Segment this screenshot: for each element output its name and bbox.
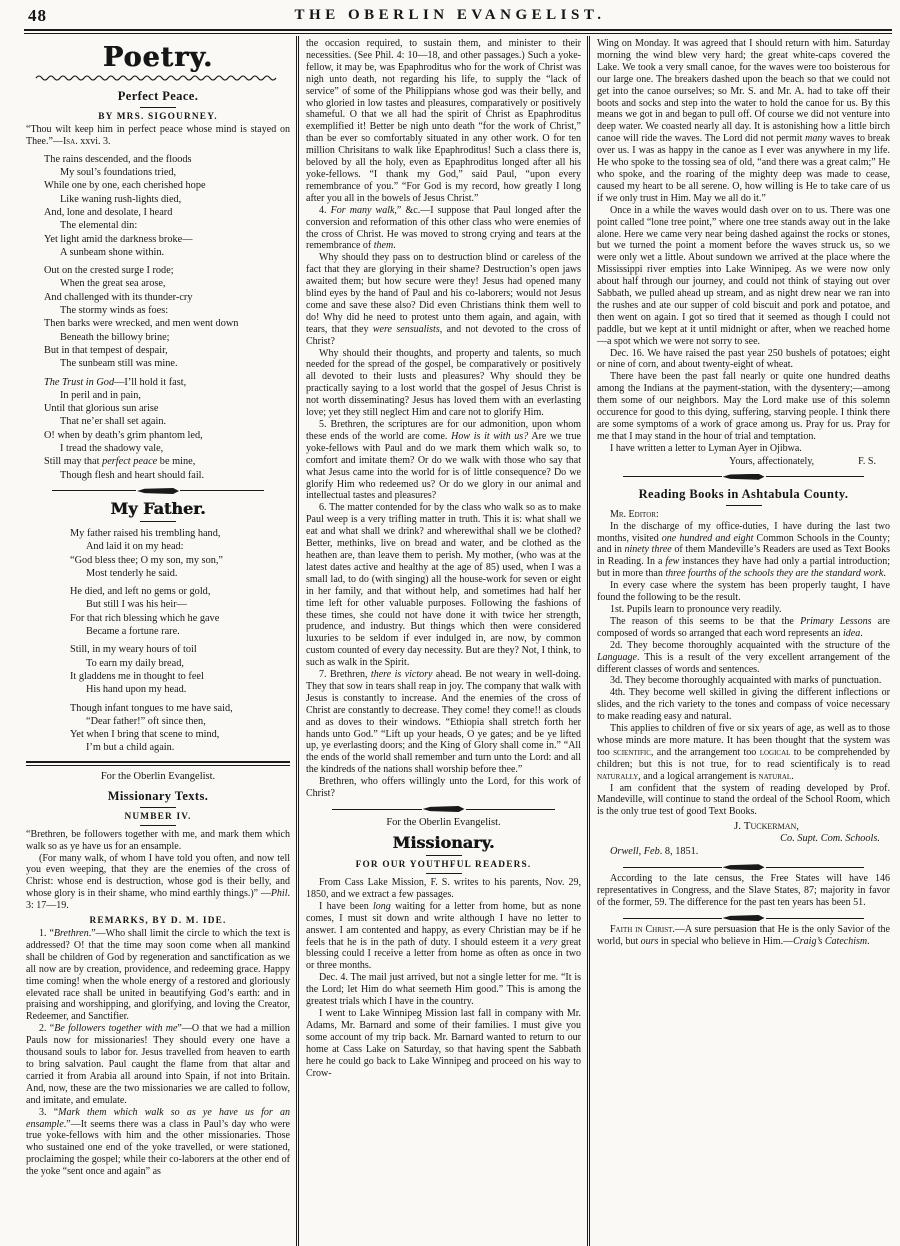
poem-line: And challenged with its thunder-cry [44,291,193,303]
poem-line: Until that glorious sun arise [44,403,159,415]
signature-line [597,456,890,468]
arrow-divider [52,488,264,494]
poem-stanza [44,264,290,370]
paragraph: Faith in Christ.—A sure persuasion that He is the only Savior of the world, but ours in special who believe in Him.—Craig’s Catechism. [597,924,890,947]
poem-line: In peril and in pain, [60,389,141,401]
poem-line: The sunbeam still was mine. [60,358,178,370]
page-header [0,0,900,26]
divider-diamond-icon [723,864,765,870]
dedication-line: For the Oberlin Evangelist. [100,770,216,782]
dedication-line: For the Oberlin Evangelist. [386,817,501,828]
divider-diamond-icon [723,915,765,921]
divider-diamond-icon [723,474,765,480]
article-title: Missionary Texts. [107,788,209,803]
paragraph: 6. The matter contended for by the class who walk so as to make Paul weep is a very trifling matter in truth. This it is: what shall we eat and what shall we drink? and wherewithal shall we be clothed? Better, methinks, live on bread and water, and be clothed as the heathen are, than leave them to perish. My mother, (who was at the latest dates active and healthy at the age of 85) used, when I was a small lad, to do (with singing) all the house-work for seven or eight in her family, and that without help, and sometimes had half her time left for other valuable purposes. Following the fashions of these times, she could not have done it with twice her strength, prudence, and industry. But things which then were considered luxuries to be seldom if ever indulged in, are now, by common custom counted of every day necessity. But are they? Not, I think, to such as walk in the Spirit. [306,502,581,669]
arrow-divider [623,864,864,870]
poem-line: It gladdens me in thought to feel [70,670,204,682]
poem-line: The stormy winds as foes: [60,305,169,317]
paragraph: I am confident that the system of reading developed by Prof. Mandeville, will continue to stand the ordeal of the School Room, which is the only true test of good Text Books. [597,782,890,818]
arrow-divider [623,474,864,480]
poem-line: “God bless thee; O my son, my son,” [70,554,224,566]
paragraph-continuation: “Brethren, be followers together with me, and mark them which walk so as ye have us for an ensample. [26,828,290,852]
poem-line: When the great sea arose, [60,278,166,290]
signature-name: J. Tuckerman, [733,820,800,833]
poem-line: I’m but a child again. [86,742,175,754]
paragraph: Brethren, who offers willingly unto the Lord, for this work of Christ? [306,776,581,800]
paragraph: In every case where the system has been properly taught, I have found the following to be the result. [597,580,890,604]
paragraph: Once in a while the waves would dash over on to us. There was one point called “lone tree point,” where one tree stands away out in the lake alone. Here we came very near being dashed against the rocks or stones, but we turned the point a moment before the waves struck us, so we were only wet a little. About sundown we arrived at the place where the Mississippi river empties into Lake Winnipeg. As we were now only about half through our journey, and could not think of staying out over Sabbath, we pulled ahead up stream, and as night drew near we ran into the rushes and ate our supper of cold biscuit and pork and potatoe, and then went on again. I got so tired that it seemed as though I could not paddle, but we kept at it until midnight or after, when we reached home—a spot which we were not sorry to see. [597,204,890,347]
paragraph: I went to Lake Winnipeg Mission last fall in company with Mr. Adams, Mr. Barnard and some of their families. I must give you some account of my trip back. Mr. Barnard wanted to return to our home at Cass Lake on Saturday, so that having spent the Sabbath here he could go back to Lake Winnipeg and proceed on his way to Crow- [306,1007,581,1079]
paragraph: Dec. 16. We have raised the past year 250 bushels of potatoes; eight or nine of corn, and about twenty-eight of wheat. [597,347,890,371]
poem-line: O! when by death’s grim phantom led, [44,429,203,441]
paragraph-continuation: “Thou wilt keep him in perfect peace whose mind is stayed on Thee.”—Isa. xxvi. 3. [26,124,290,147]
paragraph: 1st. Pupils learn to pronounce very readily. [610,603,782,615]
paragraph-continuation: the occasion required, to sustain them, and minister to their necessities. (See Phil. 4: 10—18, and other passages.) Such a yoke-fellow, it may be, was Epaphroditus who for the work of Christ was nigh unto death, not regarding his life, to supply the “lack of service” of some of the Philippians whose god was their belly, and who gloried in low tastes and pleasures, comparatively or positively shameful. O that we all had the spirit of Christ as Epaphroditus exemplified it! Better be nigh unto death “for the work of Christ,” than be ever so comfortably situated in any other work. O for ten million Chrisitans to walk like Epaphroditus! Such a class there is, beloved by all the holy, even as Epaphroditus longed after all his yoke-fellows. “I thank my God,” said Paul, “upon every remembrance of you.” “For God is my record, how greatly I long after you all in the bowels of Jesus Christ.” [306,38,581,204]
article-title: Perfect Peace. [117,89,199,103]
poem-line: To earn my daily bread, [86,657,184,669]
poem-line: Though infant tongues to me have said, [70,702,233,714]
poem-stanza [44,153,290,259]
poem-line: That ne’er shall set again. [60,416,167,428]
poem-line: But in that tempest of despair, [44,344,168,356]
short-rule [140,825,176,826]
poem-line: Though flesh and heart should fail. [60,469,205,481]
paragraph: 1. “Brethren.”—Who shall limit the circle to which the text is addressed? O! that the time may soon come when all mankind shall be children of God by regeneration and sanctification as we all now are by creation, providence, and redeeming grace. Happy time coming! when the whole energy of a restored and gloriously elevated race shall be united in beautifying God’s earth: and in praising and worshipping, and glorifying, and loving the Creator, Redeemer, and Sanctifier. [26,928,290,1023]
article-title: Reading Books in Ashtabula County. [638,486,849,501]
poem-line: He died, and left no gems or gold, [70,586,211,598]
poem-line: My father raised his trembling hand, [70,527,221,539]
wavy-rule [26,74,290,82]
double-rule [26,761,290,766]
paragraph: (For many walk, of whom I have told you often, and now tell you even weeping, that they are the enemies of the cross of Christ: whose end is destruction, whose god is their belly, and whose glory is in their shame, who mind earthly things.)” —Phil. 3: 17—19. [26,852,290,912]
paragraph: 3d. They become thoroughly acquainted with marks of punctuation. [610,675,882,687]
divider-diamond-icon [137,488,179,494]
column-left [24,36,296,1246]
poem-line: Yet light amid the darkness broke— [44,233,193,245]
paragraph: 7. Brethren, there is victory ahead. Be not weary in well-doing. They that sow in tears shall reap in joy. The company that walk with Jesus is constantly to increase. And the enemies of the cross of Christ are constantly to decrease. They come! they come!! as clouds and as doves to their windows. “Ethiopia shall stretch forth her hands unto God.” “Lift up your heads, O ye gates; and be ye lifted up, ye everlasting doors; and the King of Glory shall come in.” “All the ends of the world shall remember and turn unto the Lord: and all the kindreds of the nations shall worship before thee.” [306,669,581,776]
paragraph: 5. Brethren, the scriptures are for our admonition, upon whom these ends of the world are come. How is it with us? Are we true yoke-fellows with Paul and do we mark them which walk so, to comfort and imitate them? Or do we walk with those who say that what Jesus came into the world for is of little consequence? Do we glorify Him who redeemed us? Or do we glory in our animal and intellectual tastes and pleasures? [306,419,581,502]
poem-line: His hand upon my head. [86,684,187,696]
poem-line: “Dear father!” oft since then, [86,715,206,727]
paragraph: There have been the past fall nearly or quite one hundred deaths among the Indians at the payment-station, with the dysentery;—among them some of our neighbors. May the Lord make use of this solemn occurence for good to this dying, suffering, starving people. I think there are some symptoms of a work of grace among us. Pray for us. Pray for me that I may stand in the hour of trial and temptation. [597,371,890,442]
signature-title: Co. Supt. Com. Schools. [780,833,880,845]
poem-line: Out on the crested surge I rode; [44,265,174,277]
poem-line: The Trust in God—I’ll hold it fast, [44,376,187,388]
signature-initials: F. S. [858,455,876,467]
divider-diamond-icon [423,806,465,812]
poem-line: But still I was his heir— [86,599,187,611]
poem-line: Beneath the billowy brine; [60,331,170,343]
paragraph: Why should they pass on to destruction blind or careless of the fact that they are glorying in their shame? Destruction’s open jaws awaited them; but how secure were they! Jesus had opened many blind eyes by the hand of Paul and his co-laborers; would not Jesus come and save these also? Did even Christians think them well to do! Why did he need to protest unto them again, and again, with tears, that they were sensualists, and not devoted to the cross of Christ? [306,252,581,347]
paragraph: According to the late census, the Free States will have 146 representatives in Congress, and the Slave States, 87; majority in favor of the former, 59. The difference for the past ten years has been 51. [597,873,890,909]
poem-line: Yet when I bring that scene to mind, [70,729,220,741]
poem-stanza [70,702,290,755]
paragraph: Why should their thoughts, and property and talents, so much needed for the spread of the gospel, be comparatively or positively all devoted to their lusts and pleasures? Why should they be practically saying to a lost world that the gospel of Jesus Christ is not worth disseminating? Jesus has loved them with an everlasting love; yet they still neglect Him and care not to glorify Him. [306,347,581,419]
subheading: NUMBER IV. [124,811,192,822]
signature-closing: Yours, affectionately, [729,455,815,467]
poem-line: For that rich blessing which he gave [70,612,220,624]
signature-dateline: Orwell, Feb. 8, 1851. [610,846,699,858]
poem-line: While one by one, each cherished hope [44,180,206,192]
subheading: REMARKS, BY D. M. IDE. [89,916,227,927]
columns-container [24,36,892,1246]
paragraph: This applies to children of five or six years of age, as well as to those whose minds are more mature. It has been thought that the system was too scientific, and the arrangement too logical to be comprehended by children; but this is not true, for to read scientificaly is to read naturally, and a logical arrangement is natural. [597,723,890,782]
header-rule [24,29,892,34]
poem-stanza [70,527,290,580]
short-rule [426,873,462,874]
poem-line: Became a fortune rare. [86,626,180,638]
arrow-divider [623,915,864,921]
short-rule [140,521,176,522]
paragraph: I have been long waiting for a letter from home, but as none comes, I must sit down and write although I have no letter to answer. I am contented and happy, as every Christian may be if he feels that he is in the path of duty. I should esteem it a very great blessing could I receive a letter from home as often as once in two or three months. [306,900,581,972]
column-middle [299,36,587,1246]
article-title: My Father. [110,498,206,518]
poem-line: The elemental din: [60,220,138,232]
paragraph: 3. “Mark them which walk so as ye have us for an ensample.”—It seems there was a class in Paul’s day who were true yoke-fellows with him and the other missionaries. Those who sustained one end of the yoke travelled, or were stationed, proclaiming the gospel; while their co-laborers at the other end of the yoke “sent once and again” as [26,1106,290,1178]
page-number: 48 [28,6,47,25]
arrow-divider [332,806,555,812]
paragraph: 4. For many walk,” &c.—I suppose that Paul longed after the conversion and reformation of this other class who were enemies of the cross of Christ. He was moved to strong crying and tears at the remembrance of them. [306,204,582,252]
paragraph: The reason of this seems to be that the Primary Lessons are composed of words so arranged that each word represents an idea. [597,615,890,639]
short-rule [726,505,762,506]
paragraph: Dec. 4. The mail just arrived, but not a single letter for me. “It is the Lord; let Him do what seemeth Him good.” This is among the greatest trials which I have in the country. [306,972,581,1008]
poetry-section-header: Poetry. [102,42,214,73]
masthead: THE OBERLIN EVANGELIST. [294,7,606,23]
paragraph: In the discharge of my office-duties, I have during the last two months, visited one hundred and eight Common Schools in the County; and in ninety three of them Mandeville’s Readers are used as Text Books in Reading. In a few instances they have had only a partial introduction; but in more than three fourths of the schools they are the standard work. [597,520,891,580]
poem-line: And, lone and desolate, I heard [44,207,173,218]
subheading: BY MRS. SIGOURNEY. [98,112,218,122]
paragraph: 4th. They become well skilled in giving the different inflections or slides, and the rich variety to the tones and compass of voice necessary to make reading easy and natural. [597,687,890,723]
paragraph: I have written a letter to Lyman Ayer in Ojibwa. [610,442,802,454]
short-rule [140,807,176,808]
poem-line: Then barks were wrecked, and men went down [44,318,239,330]
short-rule [140,107,176,108]
paragraph: 2d. They become thoroughly acquainted with the structure of the Language. This is a result of the very excellent arrangement of the different classes of words and sentences. [597,639,890,675]
paragraph-continuation: Wing on Monday. It was agreed that I should return with him. Saturday morning the wind blew very hard; the great white-caps covered the Lake. We took a very small canoe, for the waves were too boisterous for our large one. The breakers dashed upon the beach so that we could not get into the canoe ourselves; so Mr. S. and Mr. A. had to take off their boots and socks and step into the water to hold the canoe for us. By this means we got in and began to pull off. Of course we did not venture into deep water. We coasted nearly all day. It is astonishing how a little birch canoe will ride the waves. The Lord did not permit many waves to break over us. I was as happy in the canoe as I ever was anywhere in my life. He who spoke to the tossing sea of old, “and there was a great calm;” He who spoke, and the roaring of the mighty deep was made to cease, caused my heart to be all serene. O, how willing is He to take care of us if we only trust in Him. May we all do it.” [597,38,890,204]
poem-line: A sunbeam shone within. [60,246,165,258]
column-right [590,36,892,1246]
poem-line: The rains descended, and the floods [44,153,192,165]
subheading: FOR OUR YOUTHFUL READERS. [355,860,532,870]
poem-line: I tread the shadowy vale, [60,443,164,455]
poem-line: My soul’s foundations tried, [60,167,177,179]
paragraph: 2. “Be followers together with me”—O that we had a million Pauls now for missionaries! They should every one have a thousand souls to labor for. Jesus travelled from heaven to earth to bring salvation. Paul caught the flame from that altar and carried it from Arabia all around into Spain, if not into Britain. And, now, these are the two missionaries we are called to follow, and imitate, and emulate. [26,1023,290,1106]
poem-line: Still may that perfect peace be mine, [44,456,196,468]
paragraph: From Cass Lake Mission, F. S. writes to his parents, Nov. 29, 1850, and we extract a few passages. [306,877,581,900]
poem-stanza [70,643,290,696]
poem-line: And laid it on my head: [86,541,184,553]
article-title: Missionary. [392,833,495,852]
poem-stanza [44,376,290,482]
short-rule [426,855,462,856]
poem-stanza [70,585,290,638]
poem-line: Like waning rush-lights died, [60,193,182,205]
paragraph: Mr. Editor: [610,508,659,520]
poem-line: Still, in my weary hours of toil [70,644,197,656]
poem-line: Most tenderly he said. [86,567,178,579]
